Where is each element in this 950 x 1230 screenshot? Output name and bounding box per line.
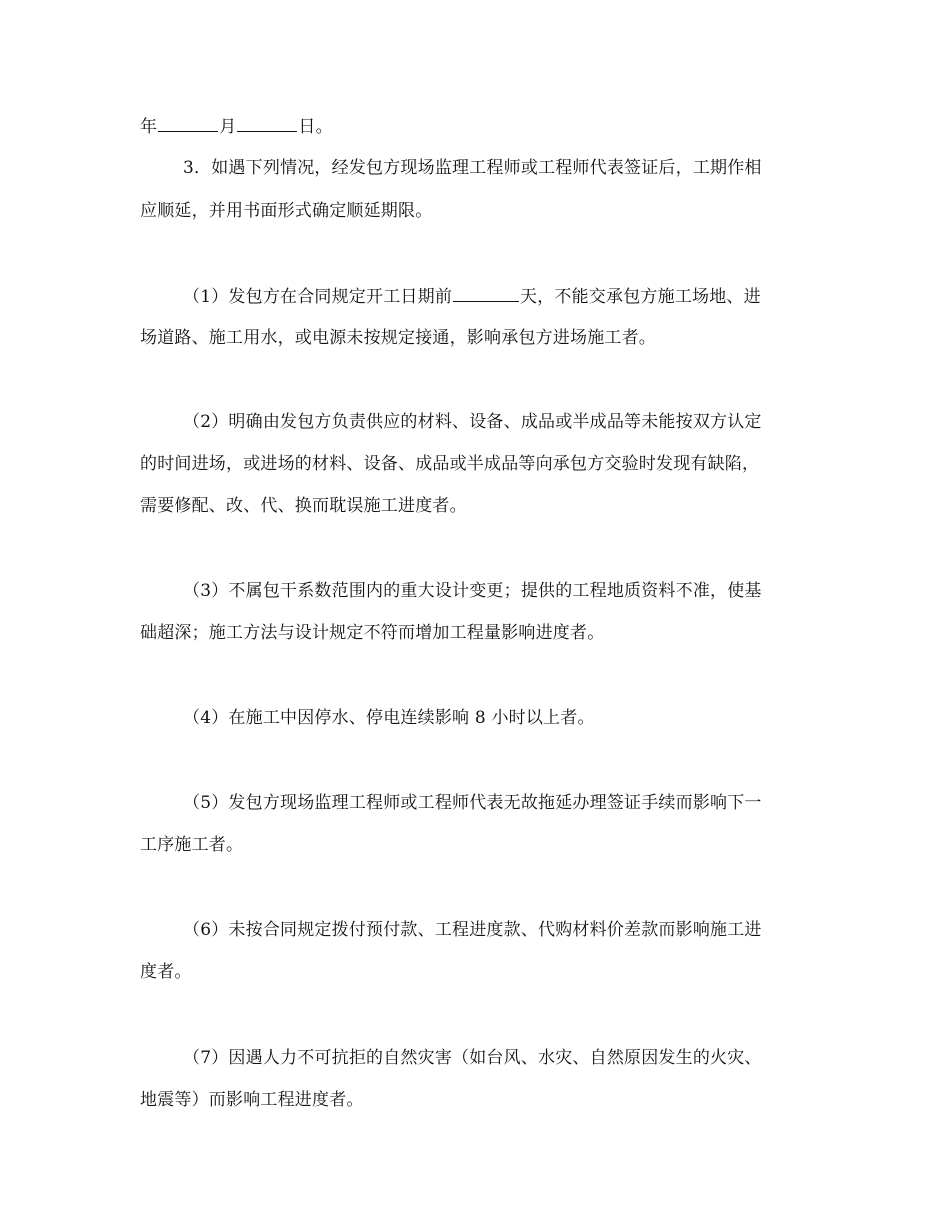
clause-3-line-2: 应顺延，并用书面形式确定顺延期限。: [140, 201, 433, 221]
year-label: 年: [140, 117, 158, 137]
day-label: 日。: [298, 117, 333, 137]
item-2-line-3: 需要修配、改、代、换而耽误施工进度者。: [140, 496, 467, 516]
item-5-line-2: 工序施工者。: [140, 835, 244, 855]
item-6-line-2: 度者。: [140, 962, 192, 982]
item-7-line-1: （7）因遇人力不可抗拒的自然灾害（如台风、水灾、自然原因发生的火灾、: [183, 1048, 762, 1068]
item-1-text-before-blank: （1）发包方在合同规定开工日期前: [183, 287, 453, 307]
month-label: 月: [219, 117, 237, 137]
item-1-text-after-blank: 天，不能交承包方施工场地、进: [520, 287, 761, 307]
day-blank: [237, 114, 297, 132]
item-3-line-1: （3）不属包干系数范围内的重大设计变更；提供的工程地质资料不准，使基: [183, 581, 762, 601]
item-3-line-2: 础超深；施工方法与设计规定不符而增加工程量影响进度者。: [140, 623, 605, 643]
item-6-line-1: （6）未按合同规定拨付预付款、工程进度款、代购材料价差款而影响施工进: [183, 920, 762, 940]
item-1-line-1: [183, 284, 761, 309]
item-4-line-1: （4）在施工中因停水、停电连续影响 8 小时以上者。: [183, 708, 595, 728]
days-blank: [453, 284, 519, 302]
item-2-line-1: （2）明确由发包方负责供应的材料、设备、成品或半成品等未能按双方认定: [183, 412, 762, 432]
date-line: [140, 114, 333, 139]
item-1-line-2: 场道路、施工用水，或电源未按规定接通，影响承包方进场施工者。: [140, 328, 656, 348]
item-2-line-2: 的时间进场，或进场的材料、设备、成品或半成品等向承包方交验时发现有缺陷，: [140, 454, 760, 474]
clause-3-line-1: 3．如遇下列情况，经发包方现场监理工程师或工程师代表签证后，工期作相: [183, 158, 762, 178]
item-5-line-1: （5）发包方现场监理工程师或工程师代表无故拖延办理签证手续而影响下一: [183, 793, 762, 813]
month-blank: [158, 114, 218, 132]
item-7-line-2: 地震等）而影响工程进度者。: [140, 1090, 364, 1110]
